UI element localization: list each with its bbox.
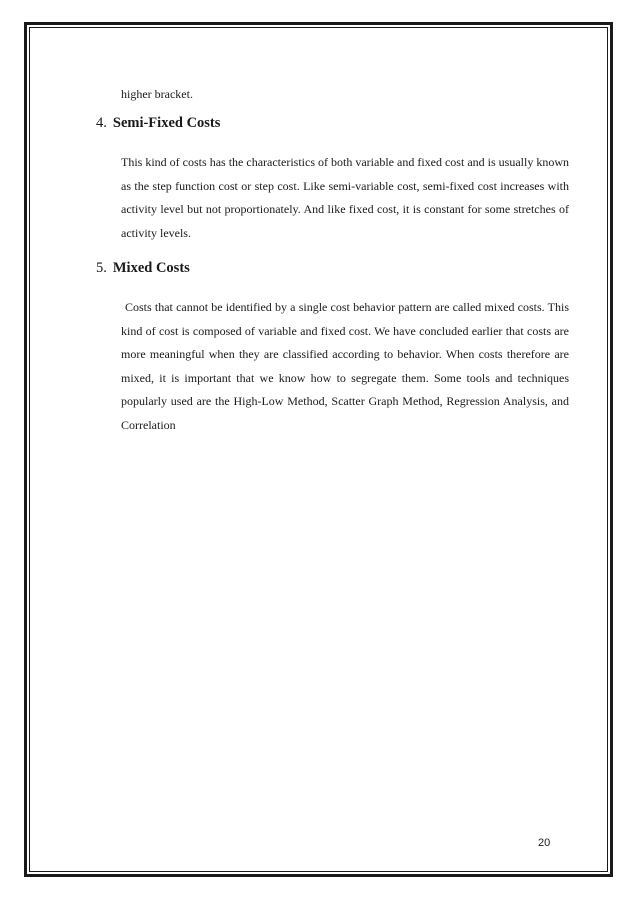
- section-number: 4.: [96, 115, 107, 131]
- section-body-mixed-costs: Costs that cannot be identified by a single cost behavior pattern are called mixed costs. This kind of cost is composed of variable and fixed cost. We have concluded earlier that costs are more meaningful when they are classified according to behavior. When costs therefore are mixed, it is important that we know how to segregate them. Some tools and techniques popularly used are the High-Low Method, Scatter Graph Method, Regression Analysis, and Correlation: [121, 300, 569, 432]
- section-body-semi-fixed-costs: This kind of costs has the characteristics of both variable and fixed cost and is usually known as the step function cost or step cost. Like semi-variable cost, semi-fixed cost increases with activity level but not proportionately. And like fixed cost, it is constant for some stretches of activity levels.: [121, 155, 569, 240]
- section-heading-mixed-costs: [96, 260, 190, 277]
- section-number: 5.: [96, 260, 107, 276]
- section-title: Semi-Fixed Costs: [112, 115, 221, 131]
- page-number: 20: [538, 837, 551, 849]
- continued-text: higher bracket.: [121, 87, 193, 101]
- section-title: Mixed Costs: [112, 260, 190, 276]
- section-heading-semi-fixed-costs: [96, 115, 220, 132]
